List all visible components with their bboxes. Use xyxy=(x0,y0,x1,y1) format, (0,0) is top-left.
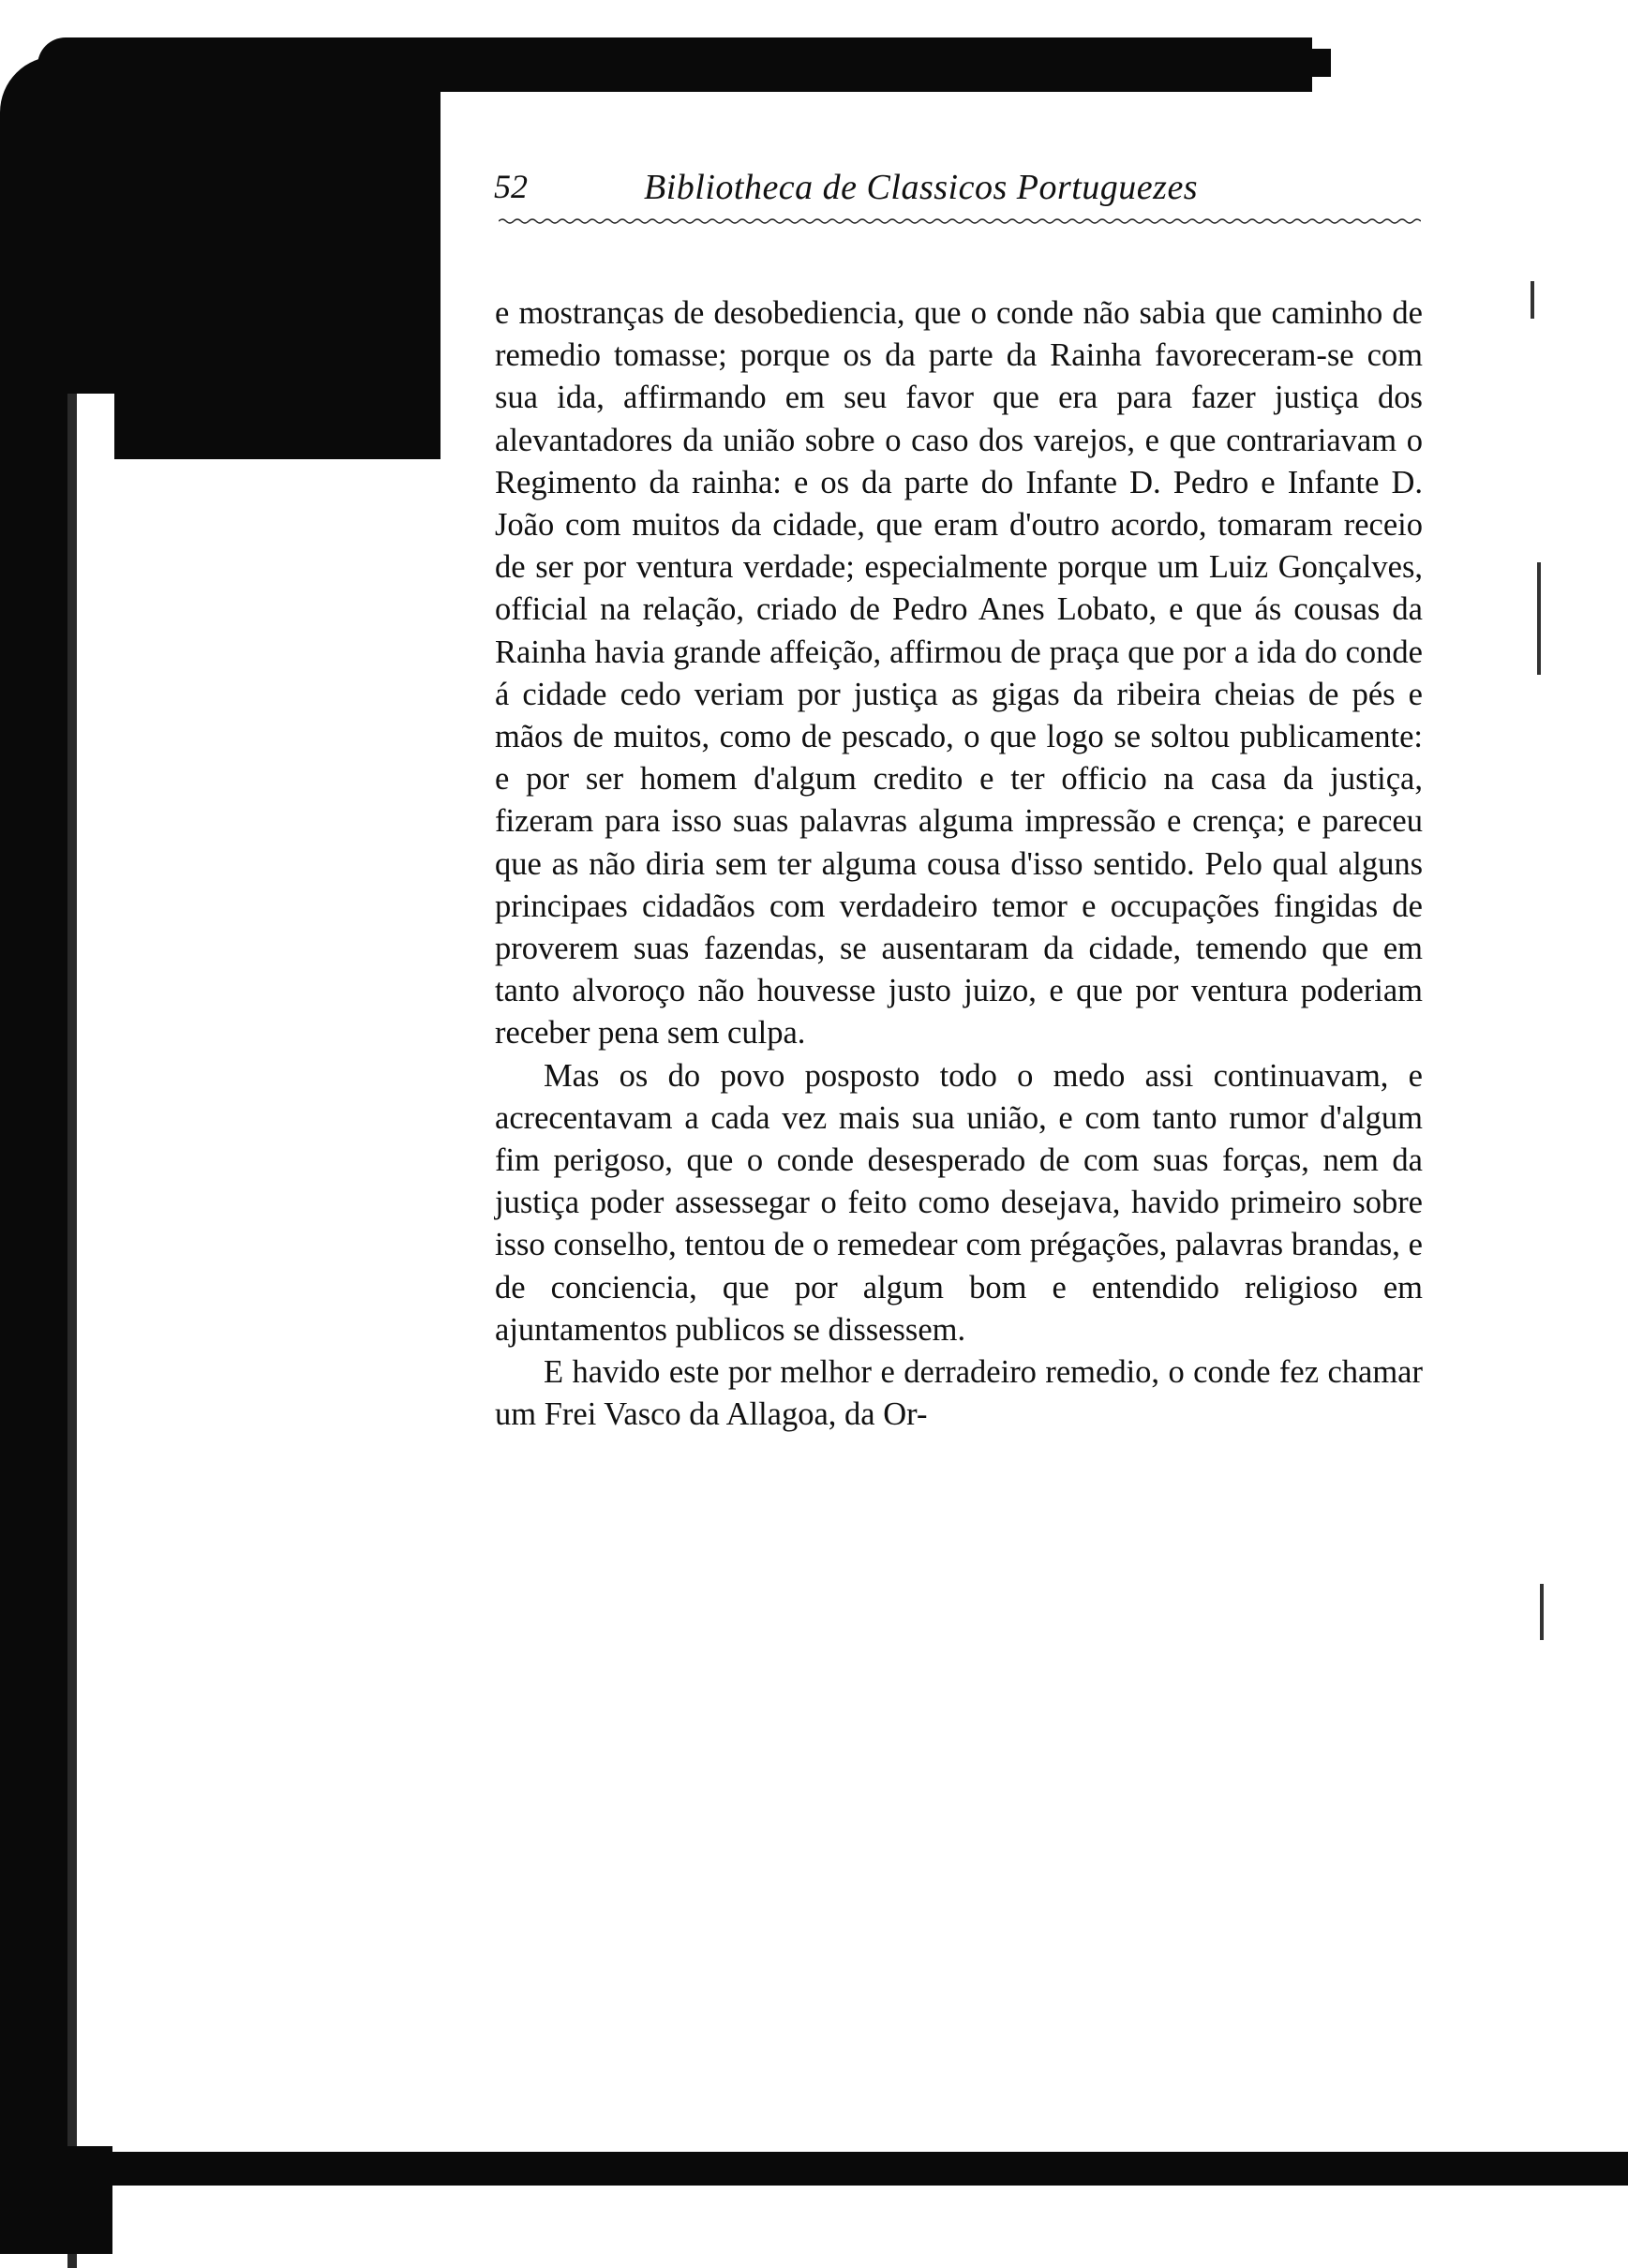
scan-border-left xyxy=(0,394,67,2156)
paragraph-3: E havido este por melhor e derradeiro remedio, o conde fez chamar um Frei Vasco da Allagoa, da Or- xyxy=(495,1354,1423,1433)
page-number: 52 xyxy=(494,168,528,205)
paragraph-1: e mostranças de desobediencia, que o conde não sabia que caminho de remedio tomasse; porque os da parte da Rainha favoreceram-se com sua ida, affirmando em seu favor que era para fazer justiça dos alevantadores da união sobre o caso dos varejos, e que contrariavam o Regimento da rainha: e os da parte do Infante D. Pedro e Infante D. João com muitos da cidade, que eram d'outro acordo, tomaram receio de ser por ventura verdade; especialmente porque um Luiz Gonçalves, official na relação, criado de Pedro Anes Lobato, e que ás cousas da Rainha havia grande affeição, affirmou de praça que por a ida do conde á cidade cedo veriam por justiça as gigas da ribeira cheias de pés e mãos de muitos, como de pescado, o que logo se soltou publicamente: e por ser homem d'algum credito e ter officio na casa da justiça, fizeram para isso suas palavras alguma impressão e crença; e pareceu que as não diria sem ter alguma cousa d'isso sentido. Pelo qual alguns principaes cidadãos com verdadeiro temor e occupações fingidas de proverem suas fazendas, se ausentaram da cidade, temendo que em tanto alvoroço não houvesse justo juizo, e que por ventura poderiam receber pena sem culpa. xyxy=(495,295,1423,1052)
scan-speck-right-3 xyxy=(1540,1584,1544,1640)
page-header xyxy=(494,167,1422,214)
scan-speck-right-1 xyxy=(1531,281,1534,319)
body-text xyxy=(495,292,1423,1436)
scan-border-left-edge xyxy=(67,394,114,2268)
scan-border-bottom xyxy=(56,2152,1628,2186)
scan-border-bottom-corner xyxy=(0,2146,112,2254)
paragraph-2: Mas os do povo posposto todo o medo assi continuavam, e acrecentavam a cada vez mais sua união, e com tanto rumor d'algum fim perigoso, que o conde desesperado de com suas forças, nem da justiça poder assessegar o feito como desejava, havido primeiro sobre isso conselho, tentou de o remedear com prégações, palavras brandas, e de conciencia, que por algum bom e entendido religioso em ajuntamentos publicos se dissessem. xyxy=(495,1057,1423,1348)
scan-border-top-tail xyxy=(1293,49,1331,77)
running-title: Bibliotheca de Classicos Portuguezes xyxy=(644,168,1199,207)
header-wavy-rule xyxy=(499,217,1421,225)
scan-speck-right-2 xyxy=(1537,562,1541,675)
